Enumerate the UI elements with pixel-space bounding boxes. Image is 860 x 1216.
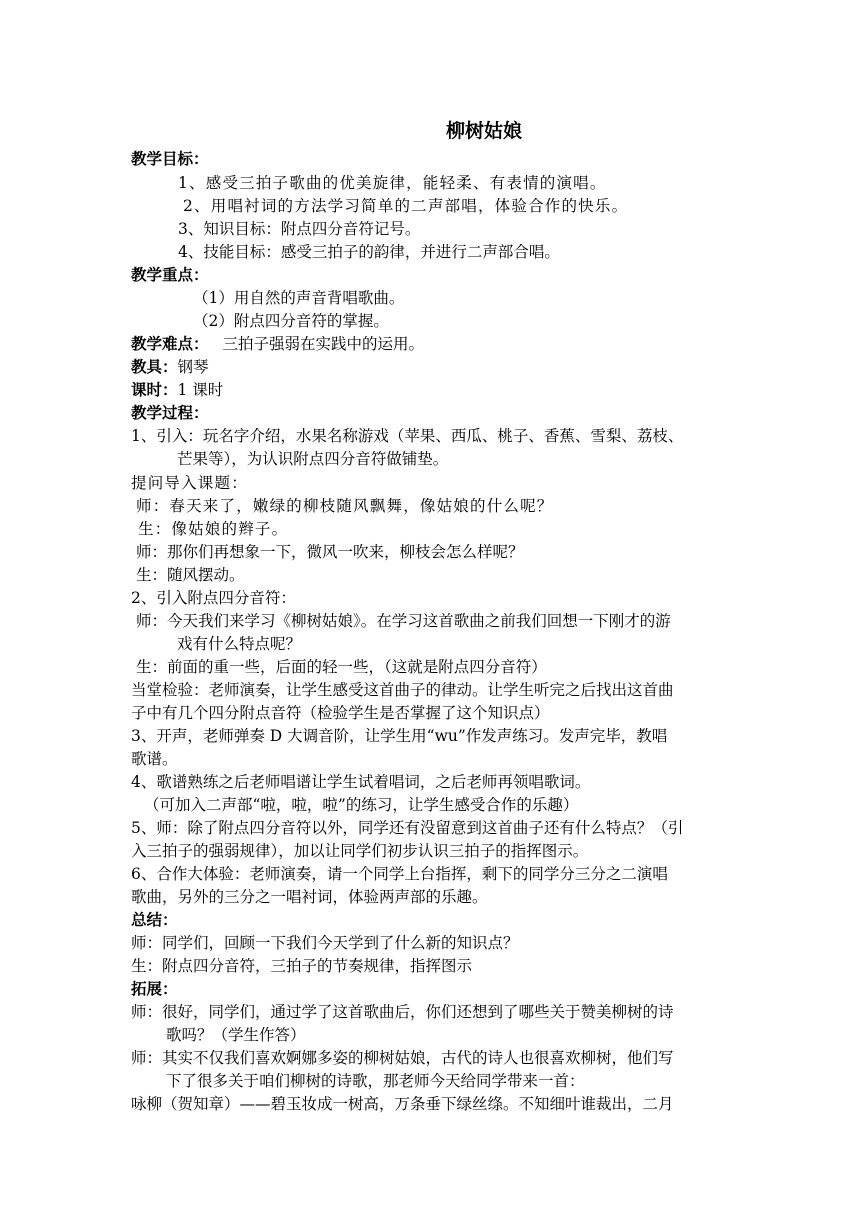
tools-text: 钢琴: [177, 358, 209, 376]
process-line: 5、师：除了附点四分音符以外，同学还有没留意到这首曲子还有什么特点？（引: [131, 819, 684, 837]
extension-heading: 拓展：: [131, 980, 178, 998]
difficulty-line: [131, 333, 741, 357]
process-line: 歌曲，另外的三分之一唱衬词，体验两声部的乐趣。: [131, 888, 488, 906]
process-line: 歌谱。: [131, 750, 178, 768]
page-title: 柳树姑娘: [446, 120, 523, 142]
duration-line: [131, 379, 741, 403]
process-line: 芒果等），为认识附点四分音符做铺垫。: [177, 450, 449, 468]
process-line: 6、合作大体验：老师演奏，请一个同学上台指挥，剩下的同学分三分之二演唱: [131, 865, 668, 883]
process-line: 1、引入：玩名字介绍，水果名称游戏（苹果、西瓜、桃子、香蕉、雪梨、荔枝、: [131, 427, 684, 445]
process-line: 入三拍子的强弱规律），加以让同学们初步认识三拍子的指挥图示。: [131, 842, 589, 860]
summary-line: 师：同学们，回顾一下我们今天学到了什么新的知识点？: [131, 934, 519, 952]
extension-line: 师：很好，同学们，通过学了这首歌曲后，你们还想到了哪些关于赞美柳树的诗: [131, 1003, 674, 1021]
key-point-item: （1）用自然的声音背唱歌曲。: [193, 289, 405, 307]
summary-line: 生：附点四分音符，三拍子的节奏规律，指挥图示: [131, 957, 473, 975]
duration-text: 1 课时: [177, 381, 224, 399]
objective-item: 3、知识目标：附点四分音符记号。: [178, 220, 421, 238]
process-line: 生：随风摆动。: [136, 566, 245, 584]
key-point-item: （2）附点四分音符的掌握。: [193, 312, 389, 330]
objectives-heading: 教学目标：: [131, 150, 209, 168]
process-line: 子中有几个四分附点音符（检验学生是否掌握了这个知识点）: [131, 704, 550, 722]
process-line: 4、歌谱熟练之后老师唱谱让学生试着唱词，之后老师再领唱歌词。: [131, 773, 591, 791]
process-line: 师：春天来了，嫩绿的柳枝随风飘舞，像姑娘的什么呢？: [136, 497, 554, 515]
difficulty-text: 三拍子强弱在实践中的运用。: [222, 335, 425, 353]
tools-line: [131, 356, 741, 380]
process-line: 生：像姑娘的辫子。: [138, 520, 289, 538]
process-line: （可加入二声部“啦，啦，啦”的练习，让学生感受合作的乐趣）: [144, 796, 579, 814]
objective-item: 1、感受三拍子歌曲的优美旋律，能轻柔、有表情的演唱。: [178, 174, 607, 192]
process-line: 师：那你们再想象一下，微风一吹来，柳枝会怎么样呢？: [136, 543, 524, 561]
key-points-heading: 教学重点：: [131, 266, 209, 284]
process-line: 戏有什么特点呢？: [177, 635, 302, 653]
process-line: 生：前面的重一些，后面的轻一些，（这就是附点四分音符）: [136, 658, 547, 676]
extension-line: 歌吗？（学生作答）: [166, 1026, 306, 1044]
tools-heading: 教具：: [131, 358, 178, 376]
extension-line: 咏柳（贺知章）——碧玉妆成一树高，万条垂下绿丝绦。不知细叶谁裁出，二月: [131, 1095, 674, 1113]
process-heading: 教学过程：: [131, 404, 209, 422]
summary-heading: 总结：: [131, 911, 178, 929]
process-line: 提问导入课题：: [131, 474, 248, 492]
difficulty-heading: 教学难点：: [131, 335, 209, 353]
extension-line: 下了很多关于咱们柳树的诗歌，那老师今天给同学带来一首：: [166, 1072, 585, 1090]
process-line: 2、引入附点四分音符：: [131, 589, 296, 607]
duration-heading: 课时：: [131, 381, 178, 399]
process-line: 3、开声，老师弹奏 D 大调音阶，让学生用“wu”作发声练习。发声完毕，教唱: [131, 727, 668, 745]
objective-item: 2、用唱衬词的方法学习简单的二声部唱，体验合作的快乐。: [183, 197, 629, 215]
process-line: 师：今天我们来学习《柳树姑娘》。在学习这首歌曲之前我们回想一下刚才的游: [136, 612, 671, 630]
process-line: 当堂检验：老师演奏，让学生感受这首曲子的律动。让学生听完之后找出这首曲: [131, 681, 674, 699]
extension-line: 师：其实不仅我们喜欢婀娜多姿的柳树姑娘，古代的诗人也很喜欢柳树，他们写: [131, 1049, 674, 1067]
objective-item: 4、技能目标：感受三拍子的韵律，并进行二声部合唱。: [178, 243, 560, 261]
